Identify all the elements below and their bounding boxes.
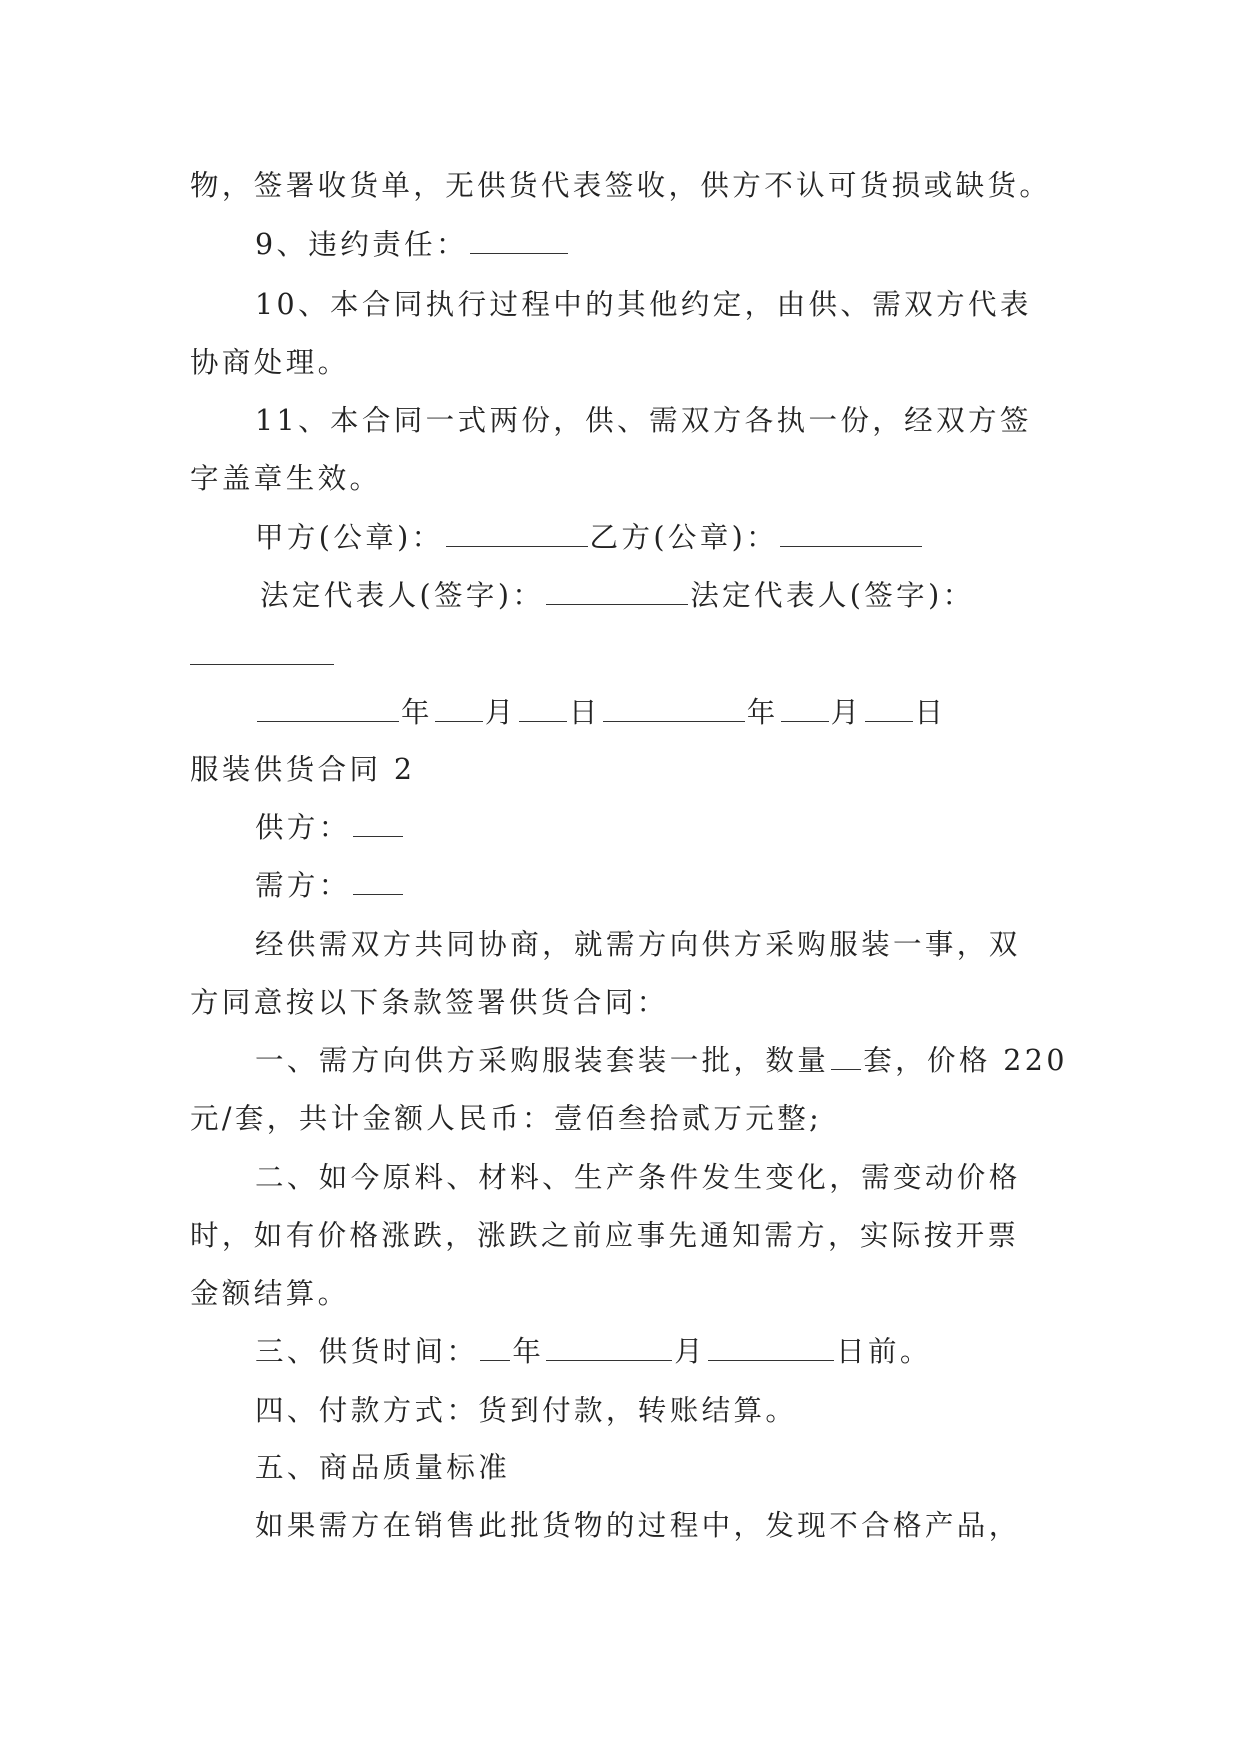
party-b-seal-label: 乙方(公章)： — [589, 521, 779, 554]
blank-field — [470, 225, 568, 254]
blank-field — [546, 1332, 672, 1361]
paragraph-line: 字盖章生效。 — [190, 462, 382, 495]
clause-10-line: 10、本合同执行过程中的其他约定，由供、需双方代表 — [255, 288, 1032, 321]
blank-field — [865, 693, 913, 722]
year-label: 年 — [401, 696, 433, 729]
supplier-line — [255, 808, 405, 848]
year-label: 年 — [746, 696, 779, 729]
signature-line — [260, 576, 975, 616]
date-line — [255, 693, 946, 733]
day-label: 日前。 — [836, 1335, 932, 1368]
paragraph-line: 时，如有价格涨跌，涨跌之前应事先通知需方，实际按开票 — [190, 1219, 1020, 1252]
blank-field — [831, 1041, 861, 1070]
article-2-line: 二、如今原料、材料、生产条件发生变化，需变动价格 — [255, 1161, 1021, 1194]
buyer-label: 需方： — [255, 869, 351, 902]
buyer-line — [255, 866, 405, 906]
blank-field — [353, 808, 403, 837]
paragraph-line: 协商处理。 — [190, 346, 350, 379]
month-label: 月 — [830, 696, 863, 729]
article-1-line — [255, 1041, 1068, 1081]
section-title: 服装供货合同 2 — [190, 753, 416, 786]
article-5-heading: 五、商品质量标准 — [255, 1451, 511, 1484]
blank-field — [603, 693, 745, 722]
party-a-seal-label: 甲方(公章)： — [255, 521, 444, 554]
paragraph-line: 方同意按以下条款签署供货合同： — [190, 986, 669, 1019]
party-b-rep-label: 法定代表人(签字)： — [690, 579, 975, 612]
article-4-line: 四、付款方式：货到付款，转账结算。 — [255, 1394, 798, 1427]
day-label: 日 — [914, 696, 947, 729]
paragraph-line: 物，签署收货单，无供货代表签收，供方不认可货损或缺货。 — [190, 169, 1052, 202]
blank-field — [353, 866, 403, 895]
blank-field — [257, 693, 399, 722]
blank-field — [780, 518, 922, 547]
article-3-label: 三、供货时间： — [255, 1335, 479, 1368]
paragraph-line: 如果需方在销售此批货物的过程中，发现不合格产品， — [255, 1509, 1021, 1542]
month-label: 月 — [484, 696, 517, 729]
day-label: 日 — [568, 696, 601, 729]
article-1-text-cont: 套，价格 220 — [863, 1044, 1068, 1077]
supplier-label: 供方： — [255, 811, 351, 844]
blank-field — [546, 576, 688, 605]
article-3-line — [255, 1332, 932, 1372]
year-label: 年 — [512, 1335, 545, 1368]
blank-field — [480, 1332, 510, 1361]
clause-9-line — [255, 225, 570, 265]
blank-field — [708, 1332, 834, 1361]
blank-field — [781, 693, 829, 722]
blank-field — [519, 693, 567, 722]
blank-field — [435, 693, 483, 722]
clause-9-label: 9、违约责任： — [255, 228, 468, 261]
clause-11-line: 11、本合同一式两份，供、需双方各执一份，经双方签 — [255, 404, 1032, 437]
blank-field — [446, 518, 588, 547]
blank-field — [190, 664, 334, 665]
preamble-line: 经供需双方共同协商，就需方向供方采购服装一事，双 — [255, 928, 1021, 961]
month-label: 月 — [674, 1335, 707, 1368]
seal-line — [255, 518, 924, 558]
paragraph-line: 金额结算。 — [190, 1277, 350, 1310]
party-a-rep-label: 法定代表人(签字)： — [260, 579, 545, 612]
article-1-text: 一、需方向供方采购服装套装一批，数量 — [255, 1044, 830, 1077]
paragraph-line: 元/套，共计金额人民币：壹佰叁拾贰万元整; — [190, 1102, 823, 1135]
